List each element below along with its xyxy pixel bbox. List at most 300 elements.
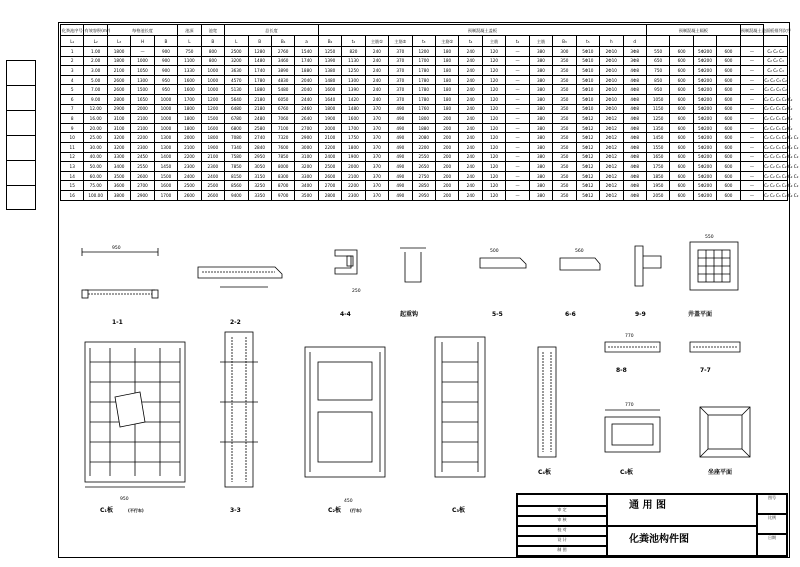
table-cell: — [506,190,529,200]
binding-strip [6,60,36,210]
table-row [61,190,788,200]
table-cell: 600 [670,171,693,181]
table-cell: 1250 [342,66,365,76]
table-cell: 180 [436,85,459,95]
table-cell: 3630 [225,66,248,76]
table-cell: 490 [389,181,412,191]
table-cell: 5Φ200 [693,75,716,85]
table-cell: 1400 [154,152,177,162]
table-cell: 600 [717,142,740,152]
label-4-4: 4-4 [340,311,351,318]
table-cell: 380 [529,190,552,200]
table-cell: 380 [529,123,552,133]
label-hook: 起重钩 [400,311,419,318]
table-cell: 8300 [271,171,294,181]
tb-right-1: 图号 [757,494,787,514]
table-cell: 240 [365,56,388,66]
c5-board-drawing [605,410,660,452]
table-cell: 7320 [271,133,294,143]
table-cell: 350 [553,152,576,162]
table-cell: 2800 [318,190,341,200]
table-cell: 370 [365,104,388,114]
table-cell: 120 [482,94,505,104]
table-cell: — [506,94,529,104]
table-cell: 4Φ8 [623,123,646,133]
table-cell: — [506,171,529,181]
table-cell: 3Φ8 [623,47,646,57]
label-c5-board: C₅板 [620,469,634,476]
table-cell: 1750 [342,133,365,143]
table-group-header: 池深 [178,25,201,36]
table-cell: 1600 [178,75,201,85]
table-cell: 4Φ8 [623,85,646,95]
table-cell: 600 [670,123,693,133]
table-cell: 240 [459,85,482,95]
table-cell: 3200 [295,162,318,172]
table-cell: 200 [436,190,459,200]
table-cell: 200 [436,162,459,172]
table-cell: 2600 [131,171,154,181]
tb-row-1: 审 定 [517,506,607,516]
table-cell: 5Φ200 [693,181,716,191]
table-cell: 5Φ12 [576,114,599,124]
table-column-header: B [248,36,271,47]
table-cell: 1000 [154,123,177,133]
table-cell: — [740,162,763,172]
table-column-header [693,36,716,47]
table-cell: — [506,75,529,85]
tb-row-3: 校 对 [517,526,607,536]
table-cell: 240 [365,66,388,76]
table-cell: 180 [436,75,459,85]
table-cell: 1000 [154,114,177,124]
table-cell: 40.00 [84,152,107,162]
table-column-header: H [131,36,154,47]
table-cell: 2000 [131,104,154,114]
table-cell: 380 [529,171,552,181]
table-cell: 1300 [154,142,177,152]
table-cell: 7060 [271,114,294,124]
c3-board-drawing [435,337,485,477]
table-cell: 5Φ200 [693,162,716,172]
table-cell: 600 [717,94,740,104]
table-cell: 370 [389,66,412,76]
table-cell: 2200 [318,142,341,152]
table-row [61,181,788,191]
table-cell: 3250 [248,181,271,191]
table-cell: 200 [436,171,459,181]
table-cell: 4Φ8 [623,152,646,162]
table-cell: 2Φ10 [600,66,623,76]
table-cell: — [740,75,763,85]
table-cell: 5Φ200 [693,171,716,181]
table-cell: 600 [670,142,693,152]
table-cell: 2Φ12 [600,171,623,181]
table-row [61,162,788,172]
table-cell: 3100 [107,123,130,133]
table-cell: 200 [436,123,459,133]
table-cell: 2400 [201,171,224,181]
table-cell: 600 [670,152,693,162]
table-cell: 350 [553,104,576,114]
table-cell: 5Φ12 [576,181,599,191]
table-cell: 8700 [271,181,294,191]
table-cell: 2640 [295,114,318,124]
table-cell: 1800 [178,104,201,114]
table-cell: 1480 [342,104,365,114]
label-1-1: 1-1 [112,319,123,326]
table-cell: 380 [529,104,552,114]
c4-board-drawing [538,347,556,457]
table-cell: 5Φ200 [693,123,716,133]
table-cell: 2 [61,56,84,66]
table-column-header: h [600,36,623,47]
table-cell: 5Φ10 [576,104,599,114]
table-cell: 2100 [178,142,201,152]
table-cell: 5Φ200 [693,66,716,76]
table-cell: 240 [459,114,482,124]
table-cell: 2460 [295,104,318,114]
table-cell: 2750 [412,171,435,181]
table-cell: 1250 [646,114,669,124]
table-cell: 3000 [295,142,318,152]
table-cell: 1420 [342,94,365,104]
table-cell: 1130 [342,56,365,66]
label-2-2: 2-2 [230,319,241,326]
table-cell: 7080 [225,133,248,143]
table-cell: 5Φ200 [693,114,716,124]
table-row [61,47,788,57]
table-cell: 3500 [295,190,318,200]
dim-560: 560 [575,249,584,254]
tb-row-2: 审 核 [517,516,607,526]
table-cell: 1800 [107,47,130,57]
table-cell: 1000 [131,56,154,66]
label-7-7: 7-7 [700,367,711,374]
table-cell: 600 [717,47,740,57]
table-cell: 4Φ8 [623,66,646,76]
table-cell: 2Φ12 [600,190,623,200]
table-cell: 380 [529,85,552,95]
table-cell: 2600 [107,85,130,95]
table-cell: 4Φ8 [623,181,646,191]
table-cell: 900 [154,66,177,76]
table-cell: 240 [459,47,482,57]
table-cell: 1450 [154,162,177,172]
table-cell: — [506,142,529,152]
table-cell: 2100 [201,152,224,162]
table-cell: 2500 [178,181,201,191]
table-cell: 2900 [107,104,130,114]
table-cell: 1200 [201,94,224,104]
table-cell: 4830 [271,75,294,85]
table-cell: 1600 [342,114,365,124]
table-cell: 2550 [412,152,435,162]
table-cell: 800 [201,56,224,66]
table-cell: 1600 [154,181,177,191]
table-cell: — [740,56,763,66]
table-cell: 370 [365,142,388,152]
table-cell: 600 [717,123,740,133]
table-cell: 600 [670,114,693,124]
table-cell: 350 [553,181,576,191]
table-cell: 2050 [646,190,669,200]
table-cell: C₂ C₂ C₃ C₂ C₂ C₂ [764,181,788,191]
table-row [61,85,788,95]
table-cell: 6480 [225,104,248,114]
table-cell: — [740,66,763,76]
table-column-header: L₁ [61,36,84,47]
table-cell: 1050 [646,94,669,104]
table-cell: 380 [529,133,552,143]
table-cell: 370 [365,123,388,133]
table-cell: 1380 [318,66,341,76]
table-cell: 370 [365,171,388,181]
label-5-5: 5-5 [492,311,503,318]
table-cell: 12.00 [84,104,107,114]
dim-950-top: 950 [112,246,121,251]
table-cell: C₂ C₂ C₃ C₂ [764,85,788,95]
table-cell: 7100 [271,123,294,133]
table-cell: 15 [61,181,84,191]
table-cell: 1760 [412,104,435,114]
table-cell: 490 [389,123,412,133]
table-cell: 2200 [342,181,365,191]
table-cell: 600 [670,181,693,191]
table-cell: 2500 [201,181,224,191]
table-cell: 2500 [318,162,341,172]
table-cell: 490 [389,104,412,114]
table-cell: C₂ C₂ C₃ C₂ C₂ C₂ [764,133,788,143]
table-row [61,171,788,181]
table-cell: 750 [178,47,201,57]
table-cell: 1280 [248,47,271,57]
table-cell: 3 [61,66,84,76]
table-cell: 550 [646,47,669,57]
table-cell: 370 [365,162,388,172]
table-cell: 370 [365,190,388,200]
section-7-7-drawing [690,342,740,352]
table-cell: 490 [389,133,412,143]
table-cell: 240 [459,123,482,133]
table-cell: 240 [459,75,482,85]
table-cell: 6780 [225,114,248,124]
table-column-header: L [178,36,201,47]
table-cell: 370 [365,133,388,143]
table-cell: 1800 [107,56,130,66]
table-cell: 3460 [271,56,294,66]
section-6-6-drawing [560,258,600,270]
table-cell: C₂ C₂ C₃ C₂ C₂ [764,114,788,124]
table-cell: 1600 [318,85,341,95]
table-cell: 2300 [201,162,224,172]
label-c1-board: C₁板 [100,507,114,514]
table-cell: C₂ C₂ C₂ [764,47,788,57]
table-cell: 12 [61,152,84,162]
table-cell: 120 [482,190,505,200]
table-cell: 600 [670,66,693,76]
title-block-drawing-name: 化粪池构件图 [629,534,689,545]
table-cell: 180 [436,47,459,57]
table-cell: 4570 [225,75,248,85]
table-cell: 3890 [271,66,294,76]
table-cell: — [506,47,529,57]
table-column-header [740,36,763,47]
table-cell: 350 [553,56,576,66]
table-row [61,142,788,152]
table-column-header: L₃ [107,36,130,47]
table-cell: 370 [389,56,412,66]
table-cell: 1250 [318,47,341,57]
table-cell: — [131,47,154,57]
table-cell: 240 [459,104,482,114]
table-cell: 240 [459,152,482,162]
table-cell: 1500 [131,85,154,95]
table-cell: 350 [553,142,576,152]
table-cell: 380 [529,114,552,124]
table-cell: 490 [389,162,412,172]
table-cell: 3Φ8 [623,56,646,66]
table-cell: 1350 [646,123,669,133]
table-row [61,94,788,104]
table-cell: 1200 [201,104,224,114]
table-cell: — [740,123,763,133]
dim-770-top: 770 [625,334,634,339]
table-cell: 490 [389,114,412,124]
table-cell: 2400 [178,171,201,181]
table-cell: 240 [459,162,482,172]
table-cell: 3500 [107,171,130,181]
table-cell: 2800 [107,94,130,104]
lifting-hook-drawing [400,248,426,282]
table-cell: 9400 [225,190,248,200]
table-cell: 4Φ8 [623,104,646,114]
table-cell: 10 [61,133,84,143]
table-column-header: t₅ [576,36,599,47]
table-cell: 16 [61,190,84,200]
section-4-4-drawing [335,250,357,274]
table-cell: 6050 [271,94,294,104]
table-cell: 200 [436,152,459,162]
table-cell: 600 [717,152,740,162]
table-cell: 950 [154,75,177,85]
table-cell: 370 [389,75,412,85]
table-cell: 5Φ200 [693,152,716,162]
table-cell: 380 [529,162,552,172]
table-cell: 490 [389,152,412,162]
table-cell: 1650 [131,94,154,104]
table-cell: 5Φ12 [576,142,599,152]
table-cell: 600 [670,104,693,114]
table-cell: — [506,133,529,143]
table-cell: 5Φ12 [576,190,599,200]
table-cell: 1780 [412,66,435,76]
dim-500: 500 [490,249,499,254]
table-cell: 2Φ10 [600,85,623,95]
table-cell: 180 [436,104,459,114]
table-cell: 350 [553,75,576,85]
table-cell: 1300 [131,75,154,85]
table-cell: 1200 [412,47,435,57]
tb-right-2: 比例 [757,514,787,534]
table-cell: 2440 [295,94,318,104]
table-group-header: 每格池长度 [107,25,177,36]
table-cell: 240 [459,171,482,181]
table-cell: 1650 [646,152,669,162]
table-cell: 490 [389,171,412,181]
table-cell: 380 [529,47,552,57]
table-cell: 6 [61,94,84,104]
table-cell: 3200 [107,142,130,152]
table-cell: 8 [61,114,84,124]
table-cell: 2450 [131,152,154,162]
c1-board-drawing [85,342,185,487]
table-cell: — [740,47,763,57]
table-column-header: B₂ [318,36,341,47]
table-cell: 2600 [178,190,201,200]
table-cell: 3400 [295,181,318,191]
table-cell: 5Φ10 [576,94,599,104]
table-cell: 1950 [646,181,669,191]
table-row [61,152,788,162]
title-block-title: 通 用 图 [629,500,666,511]
table-cell: 120 [482,56,505,66]
table-cell: 600 [717,133,740,143]
table-cell: 1390 [342,85,365,95]
section-8-8-drawing [605,342,660,352]
table-cell: 50.00 [84,162,107,172]
table-cell: 600 [717,171,740,181]
table-cell: 240 [459,190,482,200]
table-cell: 2Φ12 [600,114,623,124]
table-cell: 1900 [342,152,365,162]
table-group-header: 预制混凝土池面板排列次序 [740,25,763,36]
label-9-9: 9-9 [635,311,646,318]
table-cell: 120 [482,47,505,57]
table-cell: — [740,85,763,95]
table-row [61,75,788,85]
label-well-plan: 井盖平面 [688,311,713,318]
table-cell: 300 [553,47,576,57]
table-cell: 350 [553,66,576,76]
table-cell: 2Φ12 [600,181,623,191]
table-cell: 7.00 [84,85,107,95]
table-cell: C₂ C₂ C₃ C₂ C₂ C₂ [764,190,788,200]
table-cell: 1700 [342,123,365,133]
table-cell: C₂ C₂ C₃ C₂ C₂ C₂ [764,142,788,152]
table-column-header: B [201,36,224,47]
table-cell: 2900 [131,190,154,200]
table-cell: 1880 [295,66,318,76]
table-cell: 2Φ12 [600,152,623,162]
table-cell: 5480 [271,85,294,95]
table-cell: 600 [670,162,693,172]
table-cell: 4Φ8 [623,171,646,181]
table-cell: 2300 [131,142,154,152]
table-column-header: 主筋 [529,36,552,47]
table-cell: 240 [459,56,482,66]
table-cell: 900 [154,56,177,66]
table-cell: 380 [529,152,552,162]
table-cell: 820 [342,47,365,57]
table-cell: 3800 [107,190,130,200]
table-cell: 2Φ10 [600,56,623,66]
table-cell: 7 [61,104,84,114]
table-cell: 350 [553,171,576,181]
table-cell: 5Φ200 [693,142,716,152]
table-cell: 1700 [412,56,435,66]
table-cell: 5Φ10 [576,47,599,57]
